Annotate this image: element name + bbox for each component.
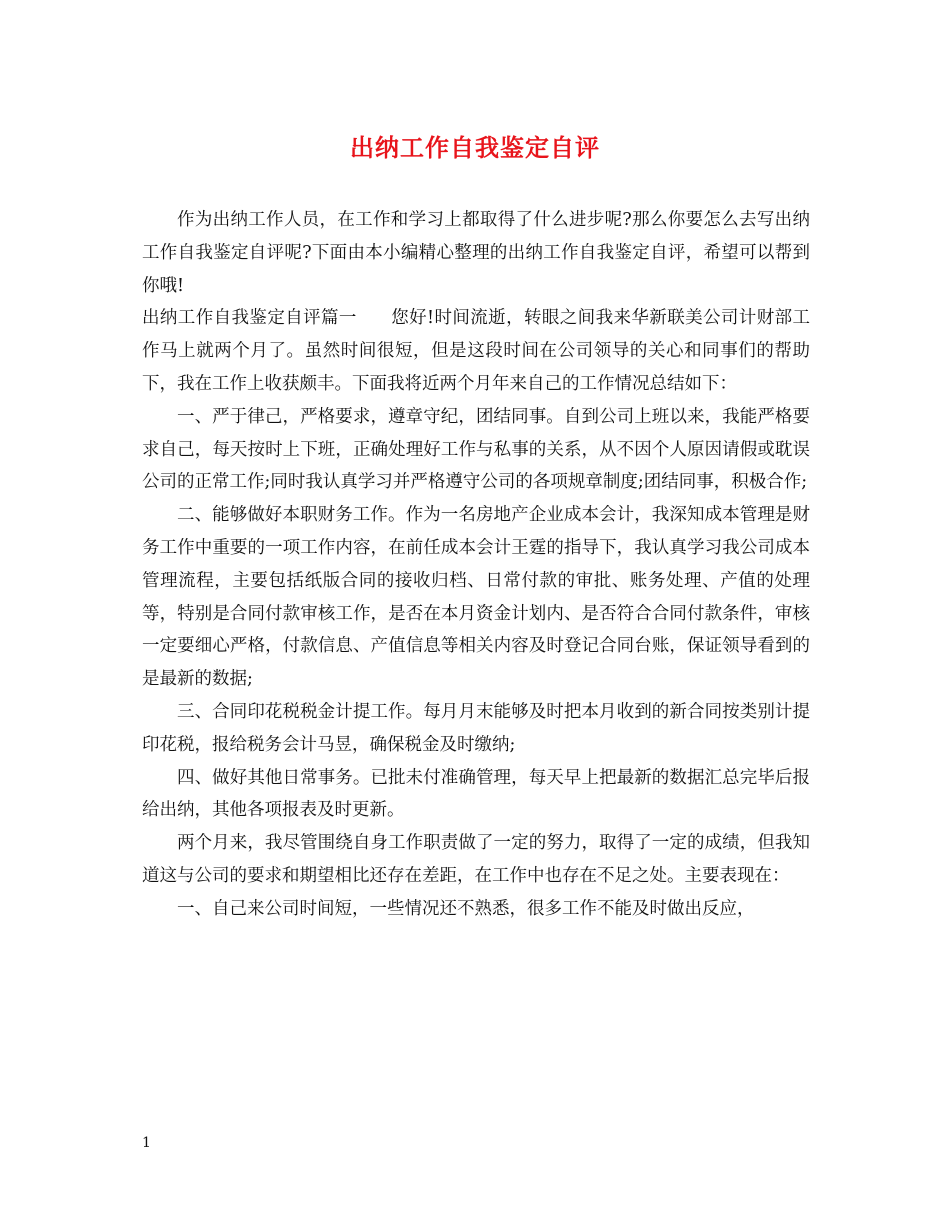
- page-number: 1: [142, 1135, 151, 1151]
- body-paragraph-1: 一、严于律己，严格要求，遵章守纪，团结同事。自到公司上班以来，我能严格要求自己，每天按时上下班，正确处理好工作与私事的关系，从不因个人原因请假或耽误公司的正常工作;同时我认真学习并严格遵守公司的各项规章制度;团结同事，积极合作;: [142, 406, 810, 493]
- intro-paragraph: 作为出纳工作人员，在工作和学习上都取得了什么进步呢?那么你要怎么去写出纳工作自我鉴定自评呢?下面由本小编精心整理的出纳工作自我鉴定自评，希望可以帮到你哦!: [142, 210, 810, 296]
- section-heading: 出纳工作自我鉴定自评篇一: [142, 308, 357, 329]
- body-paragraph-5: 两个月来，我尽管围绕自身工作职责做了一定的努力，取得了一定的成绩，但我知道这与公司的要求和期望相比还存在差距，在工作中也存在不足之处。主要表现在：: [142, 833, 810, 886]
- body-paragraph-3: 三、合同印花税税金计提工作。每月月末能够及时把本月收到的新合同按类别计提印花税，报给税务会计马昱，确保税金及时缴纳;: [142, 701, 810, 755]
- body-paragraph-2: 二、能够做好本职财务工作。作为一名房地产企业成本会计，我深知成本管理是财务工作中重要的一项工作内容，在前任成本会计王霆的指导下，我认真学习我公司成本管理流程，主要包括纸版合同的接收归档、日常付款的审批、账务处理、产值的处理等，特别是合同付款审核工作，是否在本月资金计划内、是否符合合同付款条件，审核一定要细心严格，付款信息、产值信息等相关内容及时登记合同台账，保证领导看到的是最新的数据;: [142, 505, 810, 690]
- section-paragraph: [142, 302, 810, 400]
- document-body: [142, 204, 810, 926]
- section-opening: 您好!时间流逝，转眼之间我来华新联美公司计财部工作马上就两个月了。虽然时间很短，但是这段时间在公司领导的关心和同事们的帮助下，我在工作上收获颇丰。下面我将近两个月年来自己的工作情况总结如下：: [142, 308, 811, 394]
- body-paragraph-4: 四、做好其他日常事务。已批未付准确管理，每天早上把最新的数据汇总完毕后报给出纳，其他各项报表及时更新。: [142, 767, 810, 821]
- body-paragraph-6: 一、自己来公司时间短，一些情况还不熟悉，很多工作不能及时做出反应，: [177, 898, 755, 919]
- document-title: 出纳工作自我鉴定自评: [350, 133, 600, 162]
